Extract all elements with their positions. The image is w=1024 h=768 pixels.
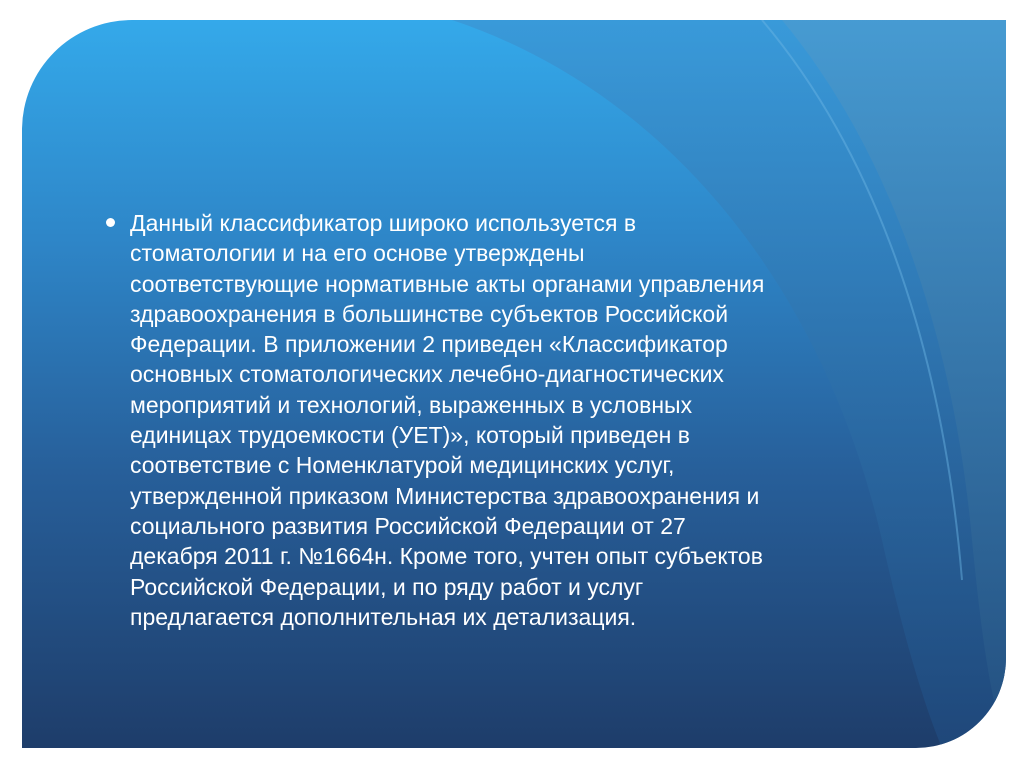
bullet-item [130, 208, 950, 632]
slide-content [130, 208, 950, 632]
slide-background [22, 20, 1006, 748]
bullet-icon [106, 218, 115, 227]
bullet-text: Данный классификатор широко используется в стоматологии и на его основе утверждены соответствующие нормативные акты органами управления здравоохранения в большинстве субъектов Российской Федерации. В приложении 2 приведен «Классификатор основных стоматологических лечебно-диагностических мероприятий и технологий, выраженных в условных единицах трудоемкости (УЕТ)», который приведен в соответствие с Номенклатурой медицинских услуг, утвержденной приказом Министерства здравоохранения и социального развития Российской Федерации от 27 декабря 2011 г. №1664н. Кроме того, учтен опыт субъектов Российской Федерации, и по ряду работ и услуг предлагается дополнительная их детализация. [130, 210, 765, 630]
